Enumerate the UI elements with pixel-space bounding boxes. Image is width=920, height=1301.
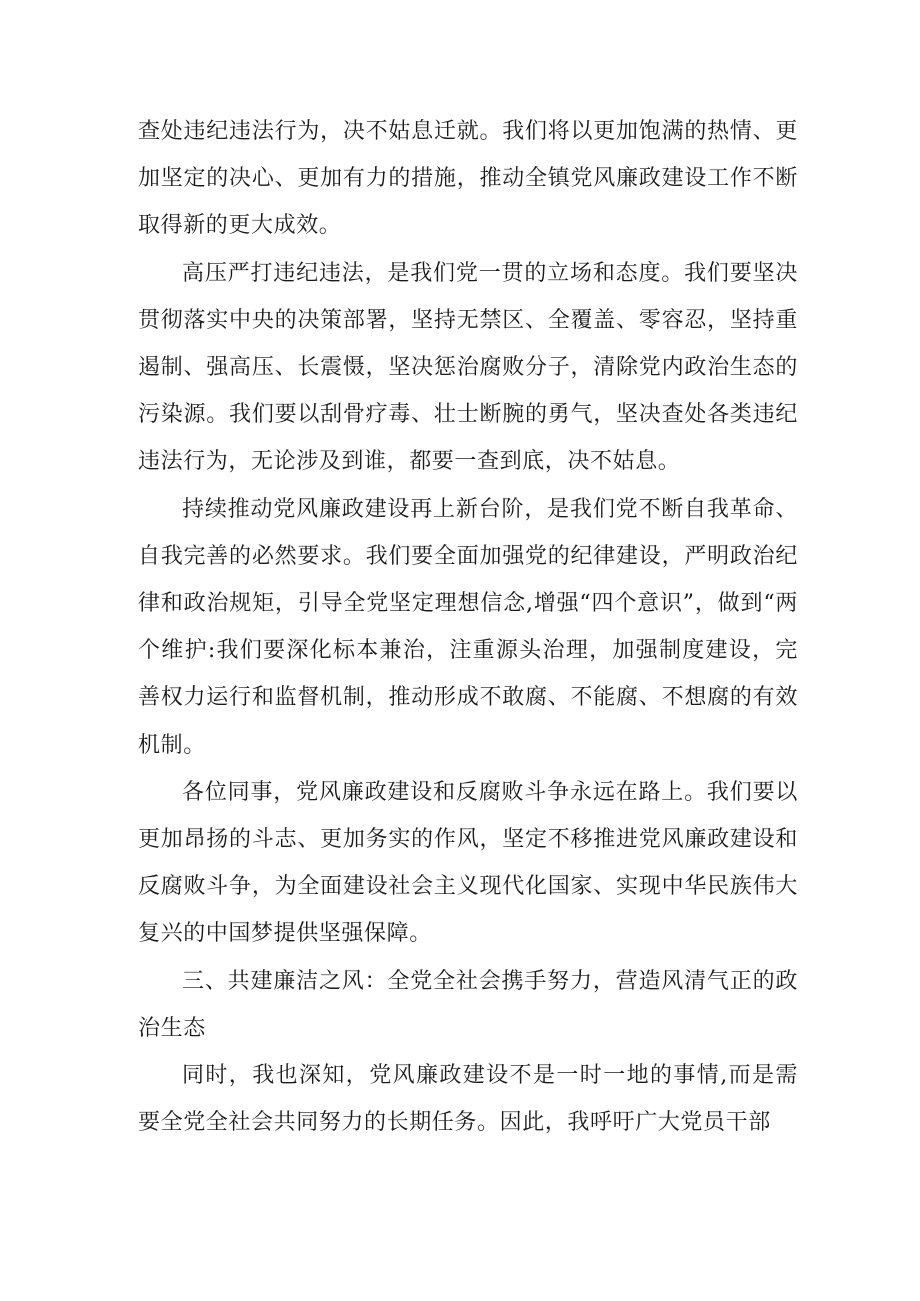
paragraph-meanwhile: 同时，我也深知，党风廉政建设不是一时一地的事情,而是需要全党全社会共同努力的长期任务。因此，我呼吁广大党员干部 [138, 1063, 798, 1136]
document-body [138, 108, 798, 1146]
paragraph-new-level: 持续推动党风廉政建设再上新台阶，是我们党不断自我革命、自我完善的必然要求。我们要全面加强党的纪律建设，严明政治纪律和政治规矩，引导全党坚定理想信念,增强“四个意识”，做到“两个维护:我们要深化标本兼治，注重源头治理，加强制度建设，完善权力运行和监督机制，推动形成不敢腐、不能腐、不想腐的有效机制。 [138, 496, 798, 758]
section-heading-three: 三、共建廉洁之风：全党全社会携手努力，营造风清气正的政治生态 [138, 968, 798, 1041]
paragraph-strike-hard: 高压严打违纪违法，是我们党一贯的立场和态度。我们要坚决贯彻落实中央的决策部署，坚持无禁区、全覆盖、零容忍，坚持重遏制、强高压、长震慑，坚决惩治腐败分子，清除党内政治生态的污染源。我们要以刮骨疗毒、壮士断腕的勇气，坚决查处各类违纪违法行为，无论涉及到谁，都要一查到底，决不姑息。 [138, 260, 798, 475]
paragraph-continued: 查处违纪违法行为，决不姑息迁就。我们将以更加饱满的热情、更加坚定的决心、更加有力的措施，推动全镇党风廉政建设工作不断取得新的更大成效。 [138, 119, 798, 239]
paragraph-colleagues: 各位同事，党风廉政建设和反腐败斗争永远在路上。我们要以更加昂扬的斗志、更加务实的作风，坚定不移推进党风廉政建设和反腐败斗争，为全面建设社会主义现代化国家、实现中华民族伟大复兴的中国梦提供坚强保障。 [138, 779, 798, 947]
